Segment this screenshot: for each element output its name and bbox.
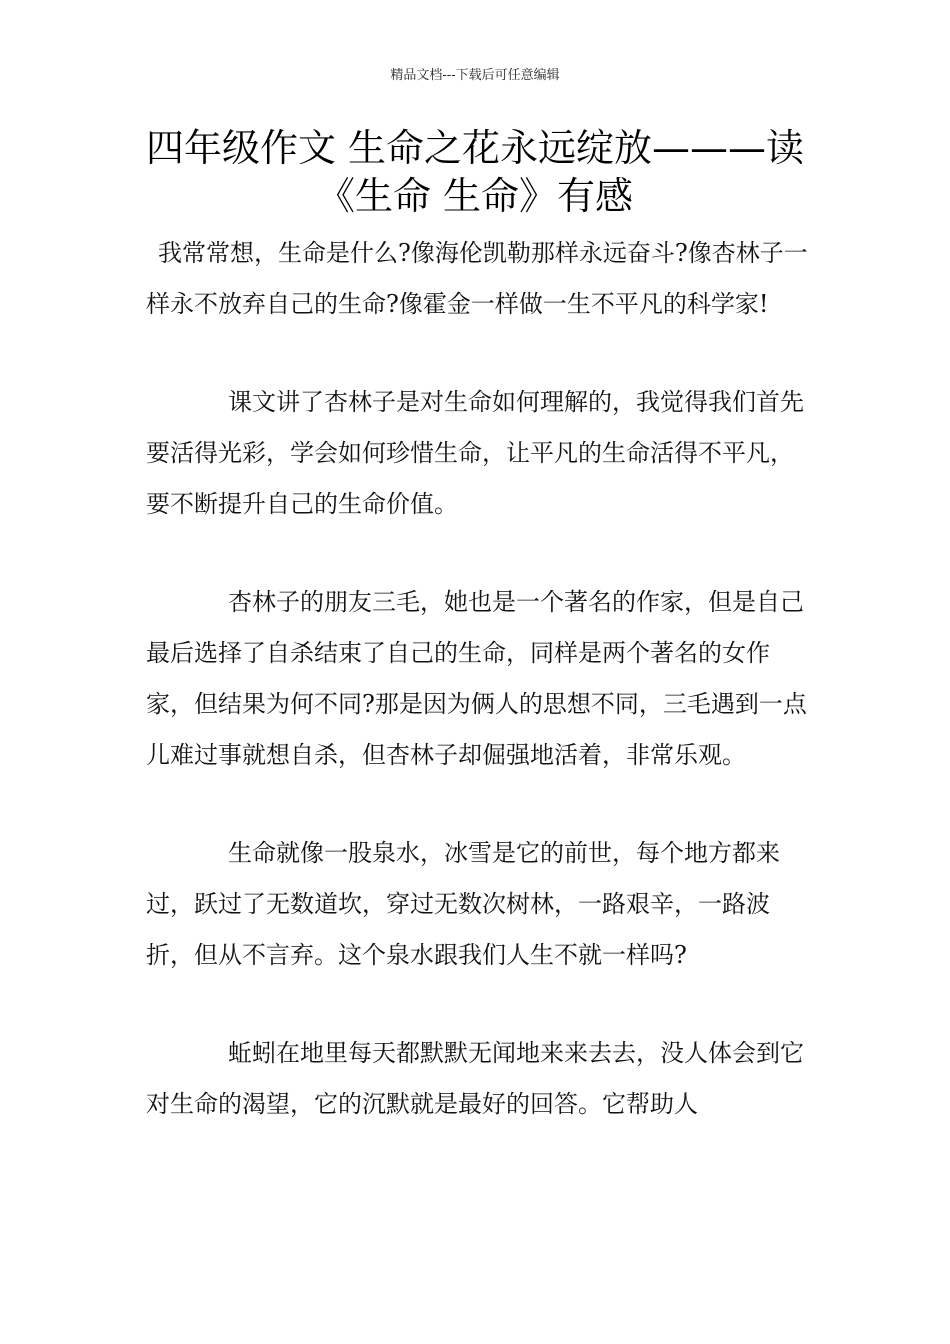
paragraph-4: 生命就像一股泉水，冰雪是它的前世，每个地方都来过，跃过了无数道坎，穿过无数次树林，一路艰辛，一路波折，但从不言弃。这个泉水跟我们人生不就一样吗?	[146, 839, 780, 969]
paragraph-2: 课文讲了杏林子是对生命如何理解的，我觉得我们首先要活得光彩，学会如何珍惜生命，让平凡的生命活得不平凡，要不断提升自己的生命价值。	[146, 388, 804, 518]
paragraph-gap	[146, 981, 810, 1028]
paragraph-5: 蚯蚓在地里每天都默默无闻地来来去去，没人体会到它对生命的渴望，它的沉默就是最好的回答。它帮助人	[146, 1039, 804, 1118]
document-body	[146, 228, 810, 1130]
paragraph-gap	[146, 781, 810, 828]
paragraph-3: 杏林子的朋友三毛，她也是一个著名的作家，但是自己最后选择了自杀结束了自己的生命，同样是两个著名的女作家，但结果为何不同?那是因为俩人的思想不同，三毛遇到一点儿难过事就想自杀，但杏林子却倔强地活着，非常乐观。	[146, 588, 807, 769]
paragraph-gap	[146, 330, 810, 377]
paragraph-1: 我常常想，生命是什么?像海伦凯勒那样永远奋斗?像杏林子一样永不放弃自己的生命?像霍金一样做一生不平凡的科学家!	[146, 239, 808, 318]
document-title: 四年级作文 生命之花永远绽放———读《生命 生命》有感	[145, 126, 805, 218]
header-note: 精品文档---下载后可任意编辑	[390, 68, 560, 83]
paragraph-gap	[146, 530, 810, 577]
